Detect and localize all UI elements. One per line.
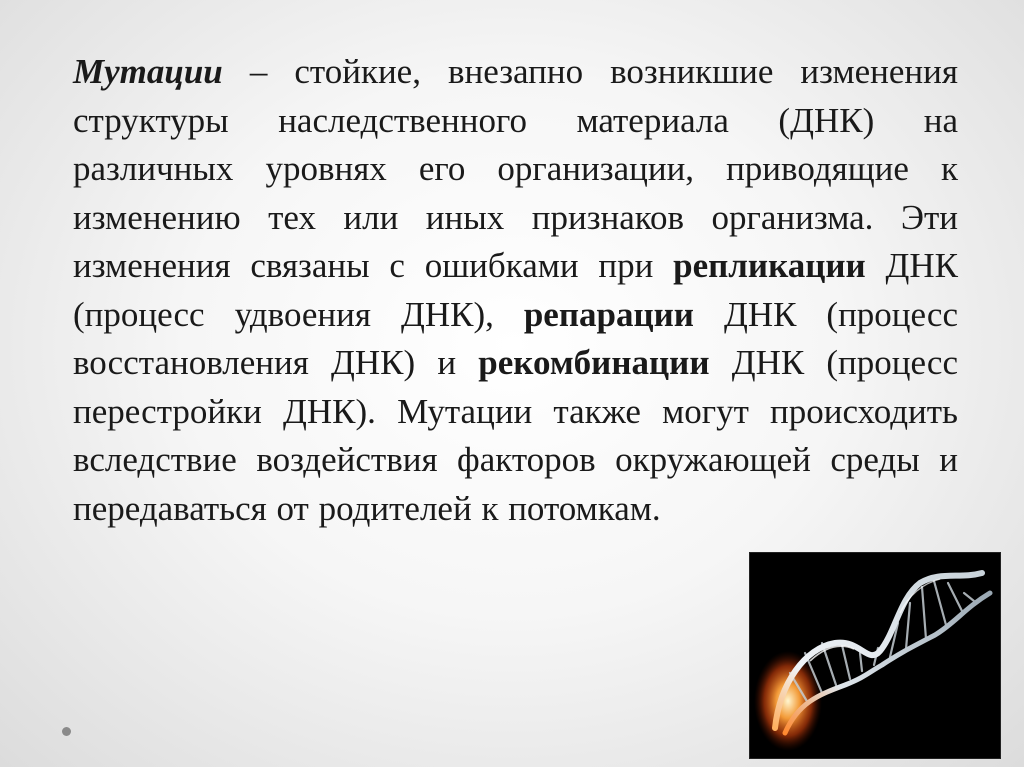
term-reparation: репарации (523, 294, 694, 334)
lead-term: Мутации (73, 52, 223, 91)
slide-bullet-dot (62, 727, 71, 736)
term-recombination-desc: ДНК (процесс перестройки ДНК). Мутации также могут происходить вследствие воздействия факторов окружающей среды и передаваться от родителей к потомкам. (73, 343, 958, 528)
term-reparation-desc: ДНК (процесс восстановления ДНК) и (73, 294, 958, 382)
mutation-definition-text (73, 48, 958, 533)
dna-helix-icon (750, 553, 1000, 758)
term-replication-desc: ДНК (процесс удвоения ДНК), (73, 246, 959, 334)
term-recombination: рекомбинации (478, 343, 710, 382)
definition-text: – стойкие, внезапно возникшие изменения структуры наследственного материала (ДНК) на различных уровнях его организации, приводящие к изменению тех или иных признаков организма. Эти изменения связаны с ошибками при (73, 52, 958, 285)
dna-helix-image (749, 552, 1001, 759)
term-replication: репликации (673, 246, 866, 285)
